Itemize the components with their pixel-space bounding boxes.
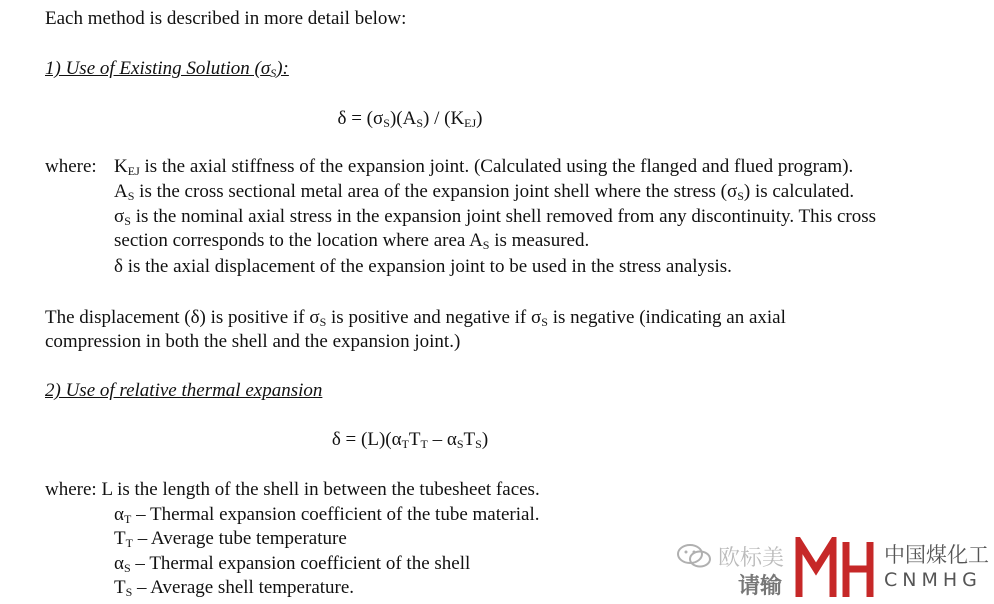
intro-text: Each method is described in more detail below:: [45, 8, 407, 29]
def-part: is the axial stiffness of the expansion joint. (Calculated using the flanged and flued program).: [139, 156, 854, 177]
method1-heading: [45, 57, 289, 85]
logo-cn-name: 中国煤化工: [884, 543, 989, 567]
disp-part: is positive and negative if σ: [326, 307, 542, 328]
eq2-part: T: [463, 429, 476, 450]
watermark: [676, 535, 994, 600]
eq2-sub: S: [475, 437, 482, 451]
def-part: ) is calculated.: [743, 181, 855, 202]
def2-part: – Thermal expansion coefficient of the tube material.: [131, 504, 540, 525]
eq2-part: – α: [427, 429, 457, 450]
eq2-sub: S: [456, 437, 464, 451]
method2-heading: 2) Use of relative thermal expansion: [45, 380, 323, 401]
def-sub: EJ: [127, 164, 140, 178]
def2-part: T: [114, 528, 126, 549]
def-sub: S: [482, 238, 490, 252]
def2-sub: S: [123, 561, 131, 575]
disp-sub: S: [541, 315, 548, 329]
method1-heading-sym: σ: [260, 58, 271, 79]
eq1-sub: S: [383, 116, 390, 130]
wechat-icon: [676, 543, 712, 569]
wechat-name: 欧标美: [718, 546, 785, 571]
def2-part: – Average tube temperature: [132, 528, 347, 549]
method1-heading-post: ):: [276, 58, 289, 79]
eq1-sub: EJ: [464, 116, 477, 130]
def2-part: – Thermal expansion coefficient of the shell: [130, 553, 471, 574]
def-sub: S: [127, 189, 135, 203]
where-label: where:: [45, 156, 97, 177]
def-kej: [114, 155, 853, 183]
eq1-part: δ = (σ: [337, 108, 384, 129]
def-part: δ is the axial displacement of the expansion joint to be used in the stress analysis.: [114, 256, 732, 277]
mh-logo-icon: [794, 537, 876, 599]
eq2-part: T: [408, 429, 421, 450]
disp-sub: S: [319, 315, 327, 329]
def-part: K: [114, 156, 128, 177]
def-part: σ: [114, 206, 125, 227]
def-delta: [114, 255, 732, 279]
def2-sub: T: [123, 512, 132, 526]
disp-part: is negative (indicating an axial: [547, 307, 786, 328]
def-section: [114, 229, 589, 257]
def-part: section corresponds to the location where area A: [114, 230, 483, 251]
def-sub: S: [124, 214, 131, 228]
eq2-part: ): [481, 429, 489, 450]
logo-en-name: CNMHG: [884, 569, 982, 591]
def2-part: T: [114, 577, 126, 598]
method2-where: where: L is the length of the shell in between the tubesheet faces.: [45, 479, 540, 500]
def2-sub: T: [125, 536, 133, 550]
def2-sub: S: [125, 585, 133, 599]
def2-part: α: [114, 553, 124, 574]
def-part: is the nominal axial stress in the expansion joint shell removed from any discontinuity. This cross: [130, 206, 877, 227]
method1-heading-sub: S: [270, 66, 277, 80]
def2-part: α: [114, 504, 124, 525]
eq2-sub: T: [420, 437, 428, 451]
equation-2: [0, 428, 820, 456]
disp-part: The displacement (δ) is positive if σ: [45, 307, 320, 328]
def-t-t: [114, 527, 347, 555]
eq2-sub: T: [401, 437, 409, 451]
def-part: is measured.: [489, 230, 590, 251]
eq1-sub: S: [416, 116, 424, 130]
def-part: A: [114, 181, 128, 202]
def-as: [114, 180, 854, 208]
input-hint: 请输: [738, 574, 783, 599]
eq1-part: )(A: [389, 108, 417, 129]
eq2-part: δ = (L)(α: [331, 429, 402, 450]
def2-part: – Average shell temperature.: [132, 577, 355, 598]
method1-heading-pre: 1) Use of Existing Solution (: [45, 58, 261, 79]
displacement-line-2: compression in both the shell and the expansion joint.): [45, 331, 461, 352]
def-sub: S: [737, 189, 744, 203]
eq1-part: ): [476, 108, 483, 129]
equation-1: [0, 107, 820, 135]
eq1-part: ) / (K: [423, 108, 465, 129]
def-part: is the cross sectional metal area of the expansion joint shell where the stress (σ: [134, 181, 738, 202]
